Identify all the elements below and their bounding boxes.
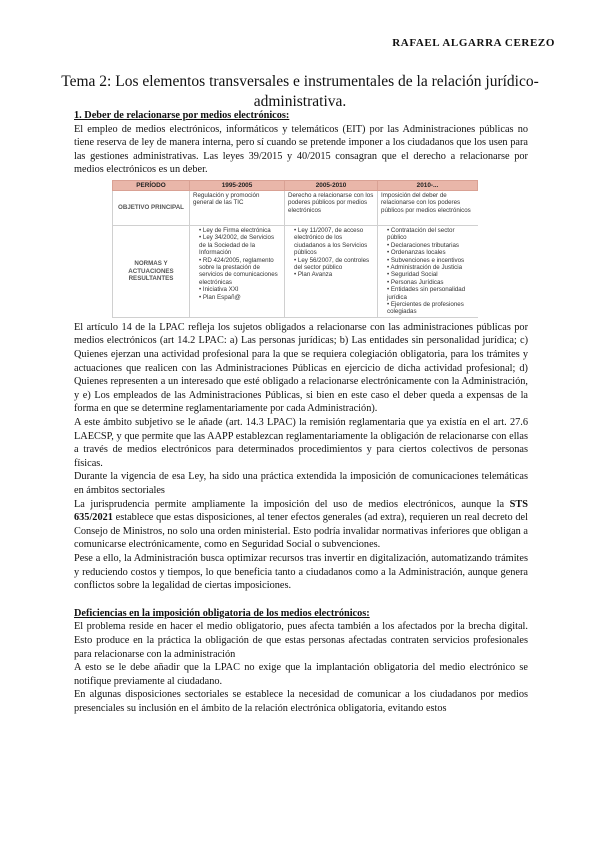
text-run: La jurisprudencia permite ampliamente la imposición del uso de medios electrónicos, aunque la [74, 498, 510, 510]
table-cell [378, 225, 478, 317]
section-2-heading: Deficiencias en la imposición obligatoria de los medios electrónicos: [74, 607, 370, 619]
paragraph: A este ámbito subjetivo se le añade (art. 14.3 LPAC) la remisión reglamentaria que ya existía en el art. 27.6 LAECSP, y que permite que las AAPP establezcan reglamentariamente la obligación de relacionarse con ellas a través de medios electrónicos para determinados procedimientos y para ciertos colectivos de personas físicas. [74, 417, 528, 469]
table-header: PERÍODO [113, 180, 190, 190]
list-item: • RD 424/2005, reglamento sobre la prestación de servicios de comunicaciones electrónicas [199, 257, 281, 287]
document-title: Tema 2: Los elementos transversales e instrumentales de la relación jurídico-administrativa. [61, 73, 539, 110]
table-header: 2005-2010 [285, 180, 378, 190]
list-item: • Declaraciones tributarias [387, 242, 475, 249]
table-cell: Imposición del deber de relacionarse con los poderes públicos por medios electrónicos [378, 190, 478, 225]
paragraph: El artículo 14 de la LPAC refleja los sujetos obligados a relacionarse con las administraciones públicas por medios electrónicos (art 14.2 LPAC: a) Las personas jurídicas; b) Las entidades sin personalidad jurídica; c) Quienes ejerzan una actividad profesional para la que se requiera colegiación obligatoria, para los trámites y actuaciones que realicen con las Administraciones Públicas en ejercicio de dicha actividad profesional; d) Quienes representen a un interesado que esté obligado a relacionarse electrónicamente con la Administración, y e) Los empleados de las Administraciones Públicas, si bien en este caso el deber queda a expensas de la forma en que se determine reglamentariamente por cada Administración). [74, 321, 528, 415]
paragraph: A esto se le debe añadir que la LPAC no exige que la implantación obligatoria del medio electrónico se notifique previamente al ciudadano. [74, 662, 528, 687]
list-item: • Iniciativa XXI [199, 286, 281, 293]
list-item: • Seguridad Social [387, 271, 475, 278]
list-item: • Ejercientes de profesiones colegiadas [387, 301, 475, 316]
list-item: • Ordenanzas locales [387, 249, 475, 256]
list-item: • Personas Jurídicas [387, 279, 475, 286]
document-body [74, 109, 528, 715]
list-item: • Subvenciones e incentivos [387, 257, 475, 264]
list-item: • Entidades sin personalidad jurídica [387, 286, 475, 301]
list-item: • Administración de Justicia [387, 264, 475, 271]
list-item: • Ley 11/2007, de acceso electrónico de los ciudadanos a los Servicios públicos [294, 227, 374, 257]
section-1-heading: 1. Deber de relacionarse por medios electrónicos: [74, 110, 290, 121]
author-header: RAFAEL ALGARRA CEREZO [392, 37, 555, 49]
table-header: 1995-2005 [190, 180, 285, 190]
paragraph: Durante la vigencia de esa Ley, ha sido una práctica extendida la imposición de comunicaciones telemáticas en ámbitos sectoriales [74, 471, 528, 496]
text-run: establece que estas disposiciones, al tener efectos generales (ad extra), requieren un real decreto del Consejo de Ministros, no solo una orden ministerial. Esto podría invalidar normativas inferiores que obligan a comunicarse electrónicamente, como en Seguridad Social o subvenciones. [74, 512, 528, 551]
paragraph: El empleo de medios electrónicos, informáticos y telemáticos (EIT) por las Administraciones públicas no tiene reserva de ley de manera interna, pero sí cuando se pretende imponer a los ciudadanos que los usen para las gestiones administrativas. Las leyes 39/2015 y 40/2015 consagran que el derecho a relacionarse por medios electrónicos es un deber. [74, 123, 528, 176]
table-cell [285, 225, 378, 317]
list-item: • Ley 34/2002, de Servicios de la Sociedad de la Información [199, 234, 281, 256]
table-cell: Derecho a relacionarse con los poderes públicos por medios electrónicos [285, 190, 378, 225]
periods-table [112, 180, 478, 318]
table-header: 2010-... [378, 180, 478, 190]
table-row-label: OBJETIVO PRINCIPAL [113, 190, 190, 225]
paragraph: El problema reside en hacer el medio obligatorio, pues afecta también a los afectados por la brecha digital. Esto produce en la práctica la obligación de que estas personas afectadas contraten servicios profesionales para relacionarse con la administración [74, 621, 528, 660]
paragraph: En algunas disposiciones sectoriales se establece la necesidad de comunicar a los ciudadanos por medios presenciales su inclusión en el ámbito de la relación electrónica obligatoria, evitando estos [74, 689, 528, 714]
table-cell [190, 225, 285, 317]
case-reference: STS 635/2021 [74, 498, 528, 524]
list-item: • Ley de Firma electrónica [199, 227, 281, 234]
list-item: • Plan Avanza [294, 271, 374, 278]
table-row-label: NORMAS Y ACTUACIONES RESULTANTES [113, 225, 190, 317]
list-item: • Contratación del sector público [387, 227, 475, 242]
list-item: • Ley 56/2007, de controles del sector público [294, 257, 374, 272]
list-item: • Plan Españ@ [199, 294, 281, 301]
table-cell: Regulación y promoción general de las TIC [190, 190, 285, 225]
paragraph: Pese a ello, la Administración busca optimizar recursos tras invertir en digitalización, automatizando trámites y reduciendo costos y tiempos, lo que beneficia tanto a ciudadanos como a la Administración, aunque genera conflictos sobre la legalidad de ciertas imposiciones. [74, 552, 528, 592]
paragraph [74, 498, 528, 552]
